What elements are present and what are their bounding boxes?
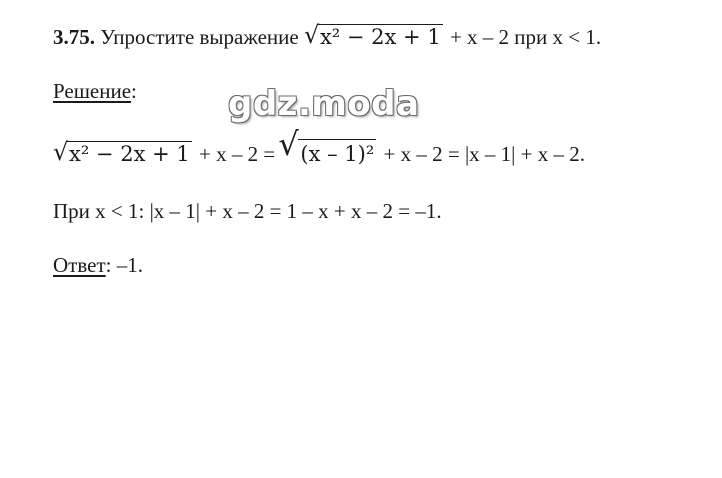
sqrt-expression: √ x² − 2x + 1 xyxy=(303,21,441,49)
radicand-1: x² − 2x + 1 xyxy=(69,142,190,166)
solution-line-1-tail: + x – 2 = |x – 1| + x – 2. xyxy=(383,142,585,166)
solution-colon: : xyxy=(131,79,137,103)
problem-statement xyxy=(53,21,602,50)
solution-heading xyxy=(53,78,137,104)
radicand-2: (x – 1)² xyxy=(298,139,376,168)
problem-number: 3.75. xyxy=(53,25,95,49)
solution-line-2: При x < 1: |x – 1| + x – 2 = 1 – x + x – 2 = –1. xyxy=(53,199,442,223)
solution-label: Решение xyxy=(53,79,132,103)
solution-line-1-mid: + x – 2 = xyxy=(198,142,276,166)
problem-tail: + x – 2 при x < 1. xyxy=(449,25,602,49)
answer-line xyxy=(53,252,143,278)
sqrt-expression-1: √ x² − 2x + 1 xyxy=(53,138,190,166)
answer-value: : –1. xyxy=(105,253,143,277)
answer-label: Ответ xyxy=(53,253,106,277)
watermark: gdz.moda xyxy=(228,84,420,124)
radicand: x² − 2x + 1 xyxy=(319,25,441,49)
sqrt-expression-2: √ (x – 1)² xyxy=(278,125,375,166)
problem-text: Упростите выражение xyxy=(100,25,299,49)
solution-line-1 xyxy=(53,125,585,168)
